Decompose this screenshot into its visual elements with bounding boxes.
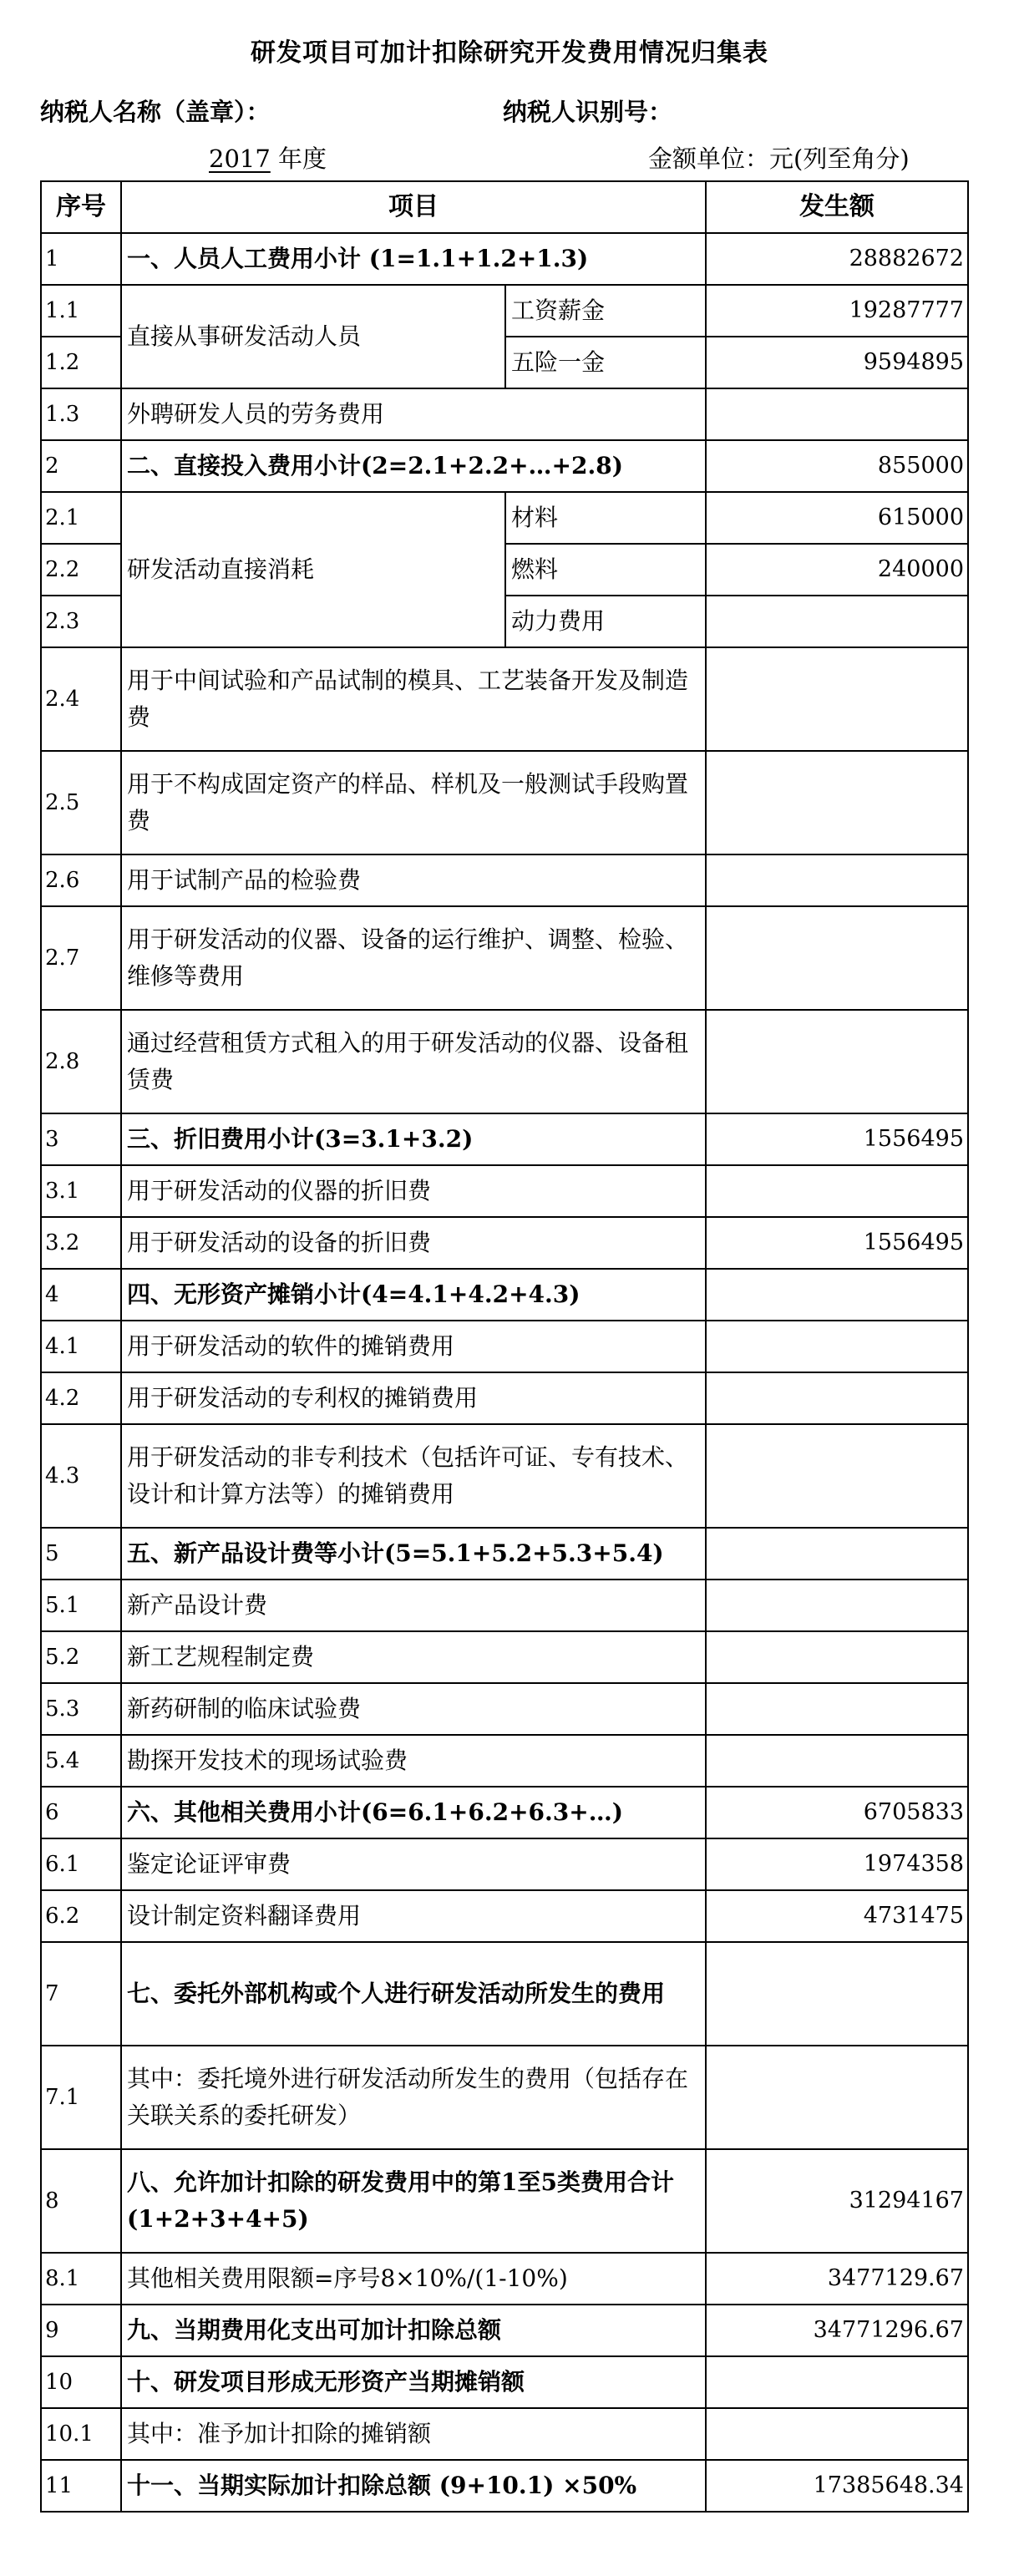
row-amount <box>706 1631 968 1683</box>
row-group-label: 直接从事研发活动人员 <box>121 285 505 388</box>
row-seq: 2.7 <box>41 906 121 1010</box>
row-amount <box>706 1683 968 1735</box>
row-seq: 4.1 <box>41 1321 121 1372</box>
row-item: 用于试制产品的检验费 <box>121 854 706 906</box>
row-amount <box>706 1424 968 1528</box>
row-amount <box>706 1942 968 2046</box>
row-seq: 1.1 <box>41 285 121 337</box>
row-item: 十、研发项目形成无形资产当期摊销额 <box>121 2356 706 2408</box>
row-item: 五、新产品设计费等小计(5=5.1+5.2+5.3+5.4) <box>121 1528 706 1580</box>
row-item: 其他相关费用限额=序号8×10%/(1-10%) <box>121 2253 706 2305</box>
row-seq: 9 <box>41 2305 121 2356</box>
table-row <box>41 2305 968 2356</box>
table-row <box>41 1010 968 1113</box>
row-seq: 8.1 <box>41 2253 121 2305</box>
unit-label: 金额单位：元(列至角分) <box>648 145 910 173</box>
table-row <box>41 492 968 544</box>
row-item: 二、直接投入费用小计(2=2.1+2.2+…+2.8) <box>121 440 706 492</box>
row-seq: 5.1 <box>41 1580 121 1631</box>
row-item: 用于不构成固定资产的样品、样机及一般测试手段购置费 <box>121 751 706 854</box>
row-seq: 2 <box>41 440 121 492</box>
table-row <box>41 1165 968 1217</box>
row-amount <box>706 1735 968 1787</box>
table-row <box>41 1787 968 1838</box>
row-seq: 1.3 <box>41 388 121 440</box>
table-row <box>41 285 968 337</box>
row-item: 六、其他相关费用小计(6=6.1+6.2+6.3+…) <box>121 1787 706 1838</box>
row-seq: 2.2 <box>41 544 121 596</box>
table-row <box>41 854 968 906</box>
header-item: 项目 <box>121 181 706 233</box>
table-row <box>41 2408 968 2460</box>
row-amount <box>706 751 968 854</box>
row-seq: 10 <box>41 2356 121 2408</box>
row-sub-item: 燃料 <box>505 544 706 596</box>
row-item: 九、当期费用化支出可加计扣除总额 <box>121 2305 706 2356</box>
table-row <box>41 1528 968 1580</box>
table-row <box>41 1683 968 1735</box>
row-seq: 3.1 <box>41 1165 121 1217</box>
row-seq: 4.2 <box>41 1372 121 1424</box>
row-seq: 6.1 <box>41 1838 121 1890</box>
table-row <box>41 1735 968 1787</box>
row-seq: 5.4 <box>41 1735 121 1787</box>
year-field <box>209 140 327 175</box>
row-seq: 2.6 <box>41 854 121 906</box>
row-group-label: 研发活动直接消耗 <box>121 492 505 647</box>
row-amount: 19287777 <box>706 285 968 337</box>
row-amount: 3477129.67 <box>706 2253 968 2305</box>
row-item: 一、人员人工费用小计 (1=1.1+1.2+1.3) <box>121 233 706 285</box>
row-seq: 1.2 <box>41 337 121 388</box>
row-item: 八、允许加计扣除的研发费用中的第1至5类费用合计 (1+2+3+4+5) <box>121 2149 706 2253</box>
row-amount <box>706 1269 968 1321</box>
row-amount <box>706 1010 968 1113</box>
row-seq: 10.1 <box>41 2408 121 2460</box>
table-row <box>41 440 968 492</box>
table-row <box>41 751 968 854</box>
table-row <box>41 2149 968 2253</box>
row-item: 三、折旧费用小计(3=3.1+3.2) <box>121 1113 706 1165</box>
row-amount: 855000 <box>706 440 968 492</box>
table-row <box>41 1372 968 1424</box>
taxpayer-name-label: 纳税人名称（盖章）： <box>40 98 271 126</box>
table-row <box>41 1321 968 1372</box>
row-item: 用于中间试验和产品试制的模具、工艺装备开发及制造费 <box>121 647 706 751</box>
row-item: 勘探开发技术的现场试验费 <box>121 1735 706 1787</box>
header-amount: 发生额 <box>706 181 968 233</box>
row-item: 新产品设计费 <box>121 1580 706 1631</box>
row-amount: 240000 <box>706 544 968 596</box>
row-amount: 6705833 <box>706 1787 968 1838</box>
row-amount <box>706 854 968 906</box>
row-sub-item: 动力费用 <box>505 596 706 647</box>
table-row <box>41 2046 968 2149</box>
row-item: 其中：准予加计扣除的摊销额 <box>121 2408 706 2460</box>
row-seq: 1 <box>41 233 121 285</box>
header-seq: 序号 <box>41 181 121 233</box>
row-item: 用于研发活动的非专利技术（包括许可证、专有技术、设计和计算方法等）的摊销费用 <box>121 1424 706 1528</box>
row-item: 用于研发活动的仪器的折旧费 <box>121 1165 706 1217</box>
table-row <box>41 1217 968 1269</box>
row-seq: 3 <box>41 1113 121 1165</box>
row-amount <box>706 2046 968 2149</box>
row-item: 七、委托外部机构或个人进行研发活动所发生的费用 <box>121 1942 706 2046</box>
year-suffix: 年度 <box>270 145 327 173</box>
row-amount: 615000 <box>706 492 968 544</box>
row-item: 用于研发活动的专利权的摊销费用 <box>121 1372 706 1424</box>
row-item: 四、无形资产摊销小计(4=4.1+4.2+4.3) <box>121 1269 706 1321</box>
row-amount: 34771296.67 <box>706 2305 968 2356</box>
row-amount: 1556495 <box>706 1113 968 1165</box>
row-item: 其中：委托境外进行研发活动所发生的费用（包括存在关联关系的委托研发） <box>121 2046 706 2149</box>
row-seq: 5 <box>41 1528 121 1580</box>
table-row <box>41 1838 968 1890</box>
row-amount: 17385648.34 <box>706 2460 968 2512</box>
row-sub-item: 五险一金 <box>505 337 706 388</box>
table-row <box>41 906 968 1010</box>
row-amount: 1974358 <box>706 1838 968 1890</box>
row-item: 通过经营租赁方式租入的用于研发活动的仪器、设备租赁费 <box>121 1010 706 1113</box>
year-value: 2017 <box>209 145 271 173</box>
table-row <box>41 1631 968 1683</box>
table-row <box>41 2460 968 2512</box>
row-seq: 2.5 <box>41 751 121 854</box>
taxpayer-id-label: 纳税人识别号： <box>503 98 673 126</box>
row-amount <box>706 906 968 1010</box>
row-seq: 5.3 <box>41 1683 121 1735</box>
row-amount <box>706 596 968 647</box>
row-seq: 6 <box>41 1787 121 1838</box>
table-row <box>41 1113 968 1165</box>
row-amount <box>706 647 968 751</box>
row-seq: 2.1 <box>41 492 121 544</box>
row-item: 外聘研发人员的劳务费用 <box>121 388 706 440</box>
row-amount: 28882672 <box>706 233 968 285</box>
row-amount <box>706 2408 968 2460</box>
table-row <box>41 233 968 285</box>
row-amount <box>706 1165 968 1217</box>
row-item: 新工艺规程制定费 <box>121 1631 706 1683</box>
row-amount <box>706 2356 968 2408</box>
row-seq: 3.2 <box>41 1217 121 1269</box>
row-seq: 2.8 <box>41 1010 121 1113</box>
row-seq: 7.1 <box>41 2046 121 2149</box>
row-amount <box>706 1580 968 1631</box>
table-row <box>41 2253 968 2305</box>
row-amount <box>706 1528 968 1580</box>
row-amount <box>706 1321 968 1372</box>
row-amount <box>706 388 968 440</box>
table-row <box>41 388 968 440</box>
row-item: 十一、当期实际加计扣除总额 (9+10.1) ×50% <box>121 2460 706 2512</box>
row-seq: 6.2 <box>41 1890 121 1942</box>
row-amount <box>706 1372 968 1424</box>
row-amount: 31294167 <box>706 2149 968 2253</box>
row-item: 用于研发活动的仪器、设备的运行维护、调整、检验、维修等费用 <box>121 906 706 1010</box>
table-row <box>41 647 968 751</box>
row-sub-item: 工资薪金 <box>505 285 706 337</box>
table-row <box>41 2356 968 2408</box>
row-seq: 2.3 <box>41 596 121 647</box>
row-seq: 4.3 <box>41 1424 121 1528</box>
row-amount: 4731475 <box>706 1890 968 1942</box>
row-seq: 2.4 <box>41 647 121 751</box>
table-row <box>41 1580 968 1631</box>
row-item: 用于研发活动的软件的摊销费用 <box>121 1321 706 1372</box>
row-item: 设计制定资料翻译费用 <box>121 1890 706 1942</box>
row-item: 用于研发活动的设备的折旧费 <box>121 1217 706 1269</box>
row-amount: 9594895 <box>706 337 968 388</box>
table-row <box>41 1942 968 2046</box>
table-header-row <box>41 181 968 233</box>
row-seq: 4 <box>41 1269 121 1321</box>
expense-table <box>40 180 969 2513</box>
row-seq: 7 <box>41 1942 121 2046</box>
row-amount: 1556495 <box>706 1217 968 1269</box>
row-seq: 11 <box>41 2460 121 2512</box>
table-row <box>41 1424 968 1528</box>
row-sub-item: 材料 <box>505 492 706 544</box>
row-item: 鉴定论证评审费 <box>121 1838 706 1890</box>
page-title: 研发项目可加计扣除研究开发费用情况归集表 <box>251 38 768 68</box>
row-seq: 8 <box>41 2149 121 2253</box>
row-seq: 5.2 <box>41 1631 121 1683</box>
row-item: 新药研制的临床试验费 <box>121 1683 706 1735</box>
table-row <box>41 1890 968 1942</box>
table-row <box>41 1269 968 1321</box>
